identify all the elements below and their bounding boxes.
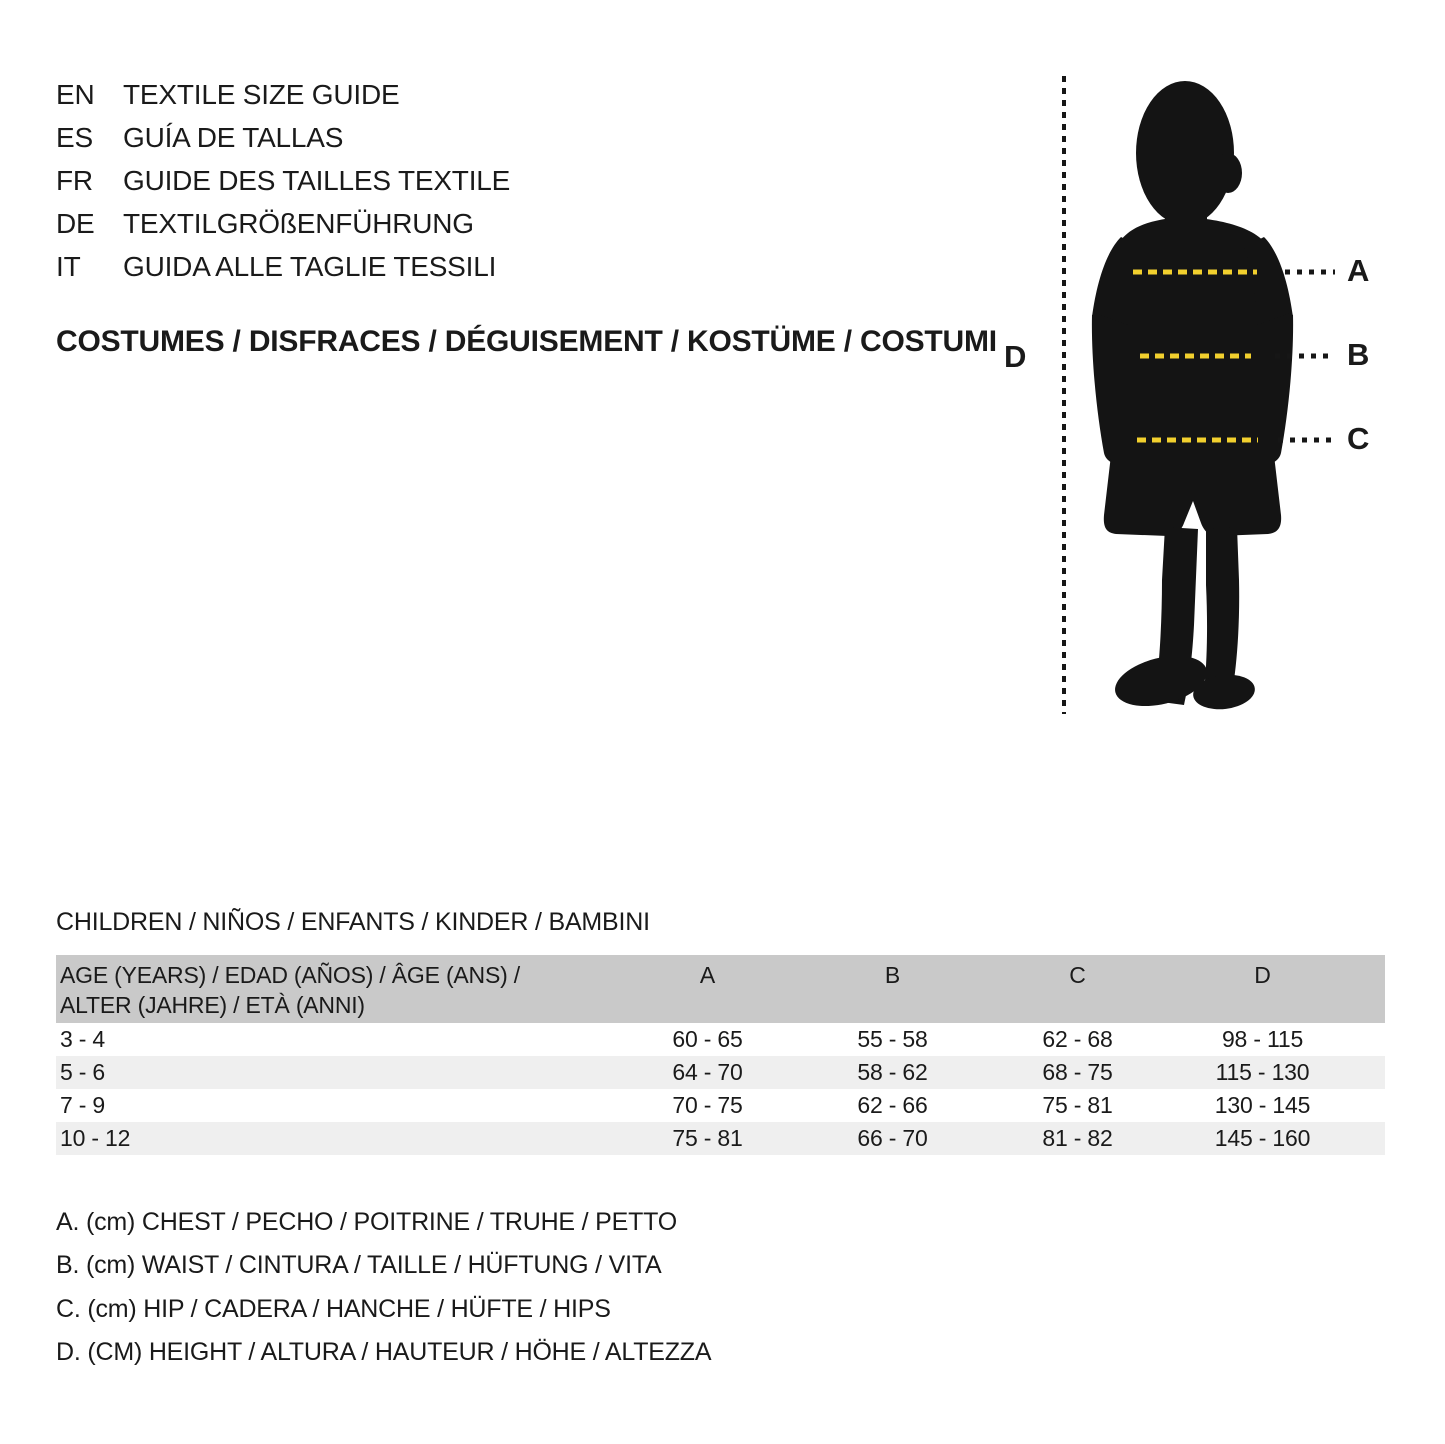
measure-label-b: B	[1347, 337, 1370, 372]
lang-title: GUIDE DES TAILLES TEXTILE	[123, 165, 511, 196]
size-table	[56, 955, 1385, 1155]
age-cell: 3 - 4	[60, 1026, 106, 1052]
height-cell: 98 - 115	[1221, 1026, 1304, 1052]
measure-label-d: D	[1004, 339, 1027, 374]
table-row	[56, 1089, 1385, 1122]
legend-hip: C. (cm) HIP / CADERA / HANCHE / HÜFTE / HIPS	[56, 1294, 611, 1323]
hip-cell: 68 - 75	[1042, 1059, 1113, 1085]
age-cell: 10 - 12	[60, 1125, 131, 1151]
lang-code: EN	[56, 79, 95, 110]
table-row	[56, 1023, 1385, 1056]
lang-title: TEXTILE SIZE GUIDE	[123, 79, 400, 110]
lang-row-es	[56, 116, 510, 159]
age-column-header	[56, 955, 615, 1023]
waist-cell: 58 - 62	[857, 1059, 928, 1085]
section-title-children: CHILDREN / NIÑOS / ENFANTS / KINDER / BAMBINI	[56, 908, 650, 936]
measure-label-c: C	[1347, 421, 1370, 456]
lang-row-fr	[56, 159, 510, 202]
chest-cell: 70 - 75	[672, 1092, 743, 1118]
column-header-b: B	[884, 962, 901, 988]
measurement-legend	[56, 1201, 711, 1374]
child-silhouette-diagram	[1085, 65, 1345, 715]
age-cell: 5 - 6	[60, 1059, 106, 1085]
lang-code: IT	[56, 251, 81, 282]
waist-cell: 62 - 66	[857, 1092, 928, 1118]
age-cell: 7 - 9	[60, 1092, 106, 1118]
lang-code: DE	[56, 208, 95, 239]
height-cell: 115 - 130	[1215, 1059, 1310, 1085]
column-header-c: C	[1069, 962, 1086, 988]
table-row	[56, 1122, 1385, 1155]
child-silhouette	[1092, 81, 1293, 715]
waist-cell: 66 - 70	[857, 1125, 928, 1151]
height-cell: 145 - 160	[1214, 1125, 1311, 1151]
height-cell: 130 - 145	[1214, 1092, 1311, 1118]
table-header-row	[56, 955, 1385, 1023]
table-row	[56, 1056, 1385, 1089]
lang-title: GUÍA DE TALLAS	[123, 122, 344, 153]
lang-title: GUIDA ALLE TAGLIE TESSILI	[123, 251, 497, 282]
lang-code: FR	[56, 165, 93, 196]
chest-cell: 64 - 70	[672, 1059, 743, 1085]
lang-row-en	[56, 73, 510, 116]
column-header-d: D	[1254, 962, 1271, 988]
column-header-a: A	[699, 962, 716, 988]
category-title: COSTUMES / DISFRACES / DÉGUISEMENT / KOSTÜME / COSTUMI	[56, 325, 997, 358]
height-measure-line-d	[1062, 76, 1066, 714]
age-header-line2: ALTER (JAHRE) / ETÀ (ANNI)	[60, 992, 365, 1018]
language-title-list	[56, 73, 510, 288]
hip-cell: 62 - 68	[1042, 1026, 1113, 1052]
hip-cell: 81 - 82	[1042, 1125, 1113, 1151]
legend-chest: A. (cm) CHEST / PECHO / POITRINE / TRUHE / PETTO	[56, 1208, 678, 1236]
hip-cell: 75 - 81	[1042, 1092, 1113, 1118]
legend-height: D. (CM) HEIGHT / ALTURA / HAUTEUR / HÖHE / ALTEZZA	[56, 1337, 712, 1366]
lang-code: ES	[56, 122, 93, 153]
lang-row-de	[56, 202, 510, 245]
chest-cell: 60 - 65	[672, 1026, 743, 1052]
lang-row-it	[56, 245, 510, 288]
waist-cell: 55 - 58	[857, 1026, 928, 1052]
chest-cell: 75 - 81	[672, 1125, 743, 1151]
measure-label-a: A	[1347, 253, 1370, 288]
lang-title: TEXTILGRÖßENFÜHRUNG	[123, 208, 474, 239]
age-header-line1: AGE (YEARS) / EDAD (AÑOS) / ÂGE (ANS) /	[60, 962, 520, 988]
legend-waist: B. (cm) WAIST / CINTURA / TAILLE / HÜFTUNG / VITA	[56, 1251, 662, 1280]
